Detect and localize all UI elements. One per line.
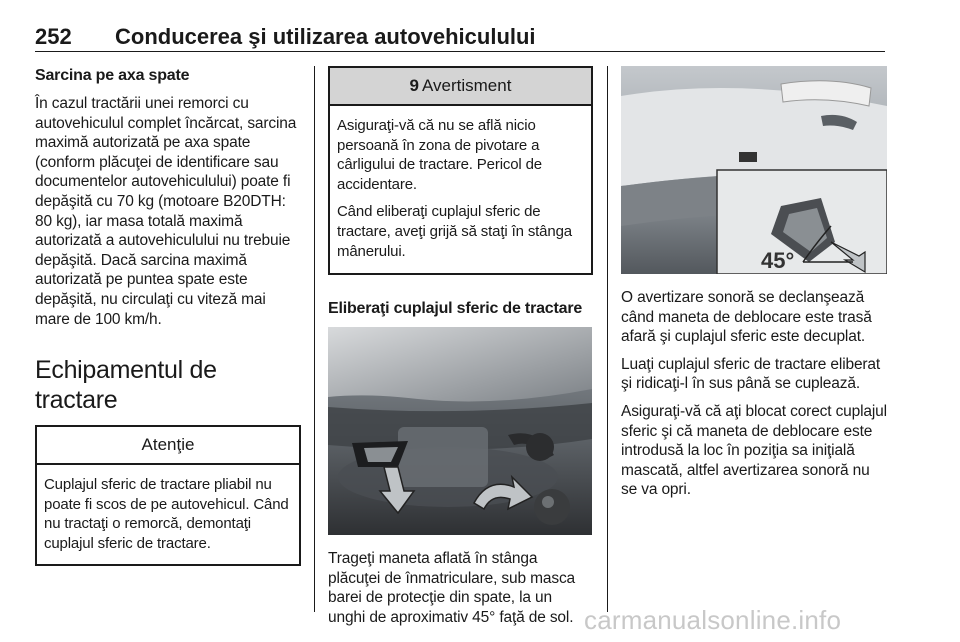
- header-rule: [35, 51, 885, 52]
- angle-label: 45°: [761, 248, 795, 273]
- lock-check-paragraph: Asiguraţi-vă că aţi blocat corect cuplajul sferic şi că maneta de deblocare este introdusă la loc în poziţia sa iniţială mascată, altfel avertizarea sonoră nu se va opri.: [621, 402, 887, 499]
- buzzer-paragraph: O avertizare sonoră se declanşează când maneta de deblocare este trasă afară şi cuplajul sferic este decuplat.: [621, 289, 872, 346]
- column-separator-2: [607, 66, 608, 612]
- watermark: carmanualsonline.info: [584, 605, 842, 635]
- rear-axle-load-paragraph: În cazul tractării unei remorci cu autovehiculul complet încărcat, sarcina maximă autorizată pe axa spate (conform plăcuţei de identificare sau documentelor autovehiculului) poate fi depăşită cu 70 kg (motoare B20DTH: 80 kg), iar masa totală maximă autorizată a autovehiculului nu trebuie depăşită. Dacă sarcina maximă autorizată pe puntea spate este depăşită, nu circulaţi cu viteză mai mare de 100 km/h.: [35, 95, 297, 328]
- page-header: [35, 24, 885, 50]
- notice-box: [35, 425, 301, 565]
- column-left: [35, 66, 301, 566]
- warning-heading: Avertisment: [422, 76, 512, 95]
- warning-header: [330, 68, 591, 106]
- release-lever-photo: [328, 327, 592, 535]
- column-right: [621, 66, 887, 508]
- section-title-towing-equipment: Echipamentul de tractare: [35, 356, 217, 415]
- engage-paragraph: Luaţi cuplajul sferic de tractare eliberat şi ridicaţi-l în sus până se cuplează.: [621, 355, 881, 393]
- notice-text: Cuplajul sferic de tractare pliabil nu poate fi scos de pe autovehicul. Când nu tractaţi o remorcă, demontaţi cuplajul sferic de tractare.: [44, 476, 289, 552]
- warning-text-2: Când eliberaţi cuplajul sferic de tractare, aveţi grijă să staţi în stânga mânerului.: [337, 203, 572, 260]
- warning-text-1: Asiguraţi-vă că nu se află nicio persoană în zona de pivotare a cârligului de tractare. Pericol de accidentare.: [337, 117, 543, 193]
- notice-heading: Atenţie: [37, 427, 299, 465]
- warning-icon: 9: [409, 76, 419, 95]
- rear-axle-load-heading: Sarcina pe axa spate: [35, 67, 190, 84]
- column-separator-1: [314, 66, 315, 612]
- page-heading: Conducerea şi utilizarea autovehiculului: [115, 24, 536, 49]
- warning-box: [328, 66, 593, 275]
- towbar-rear-photo: [621, 66, 887, 274]
- page-number: 252: [35, 24, 72, 49]
- release-towbar-heading: Eliberaţi cuplajul sferic de tractare: [328, 300, 583, 318]
- column-middle: [328, 66, 593, 636]
- release-caption: Trageţi maneta aflată în stânga plăcuţei de înmatriculare, sub masca barei de protecţie din spate, la un unghi de aproximativ 45° faţă de sol.: [328, 550, 576, 626]
